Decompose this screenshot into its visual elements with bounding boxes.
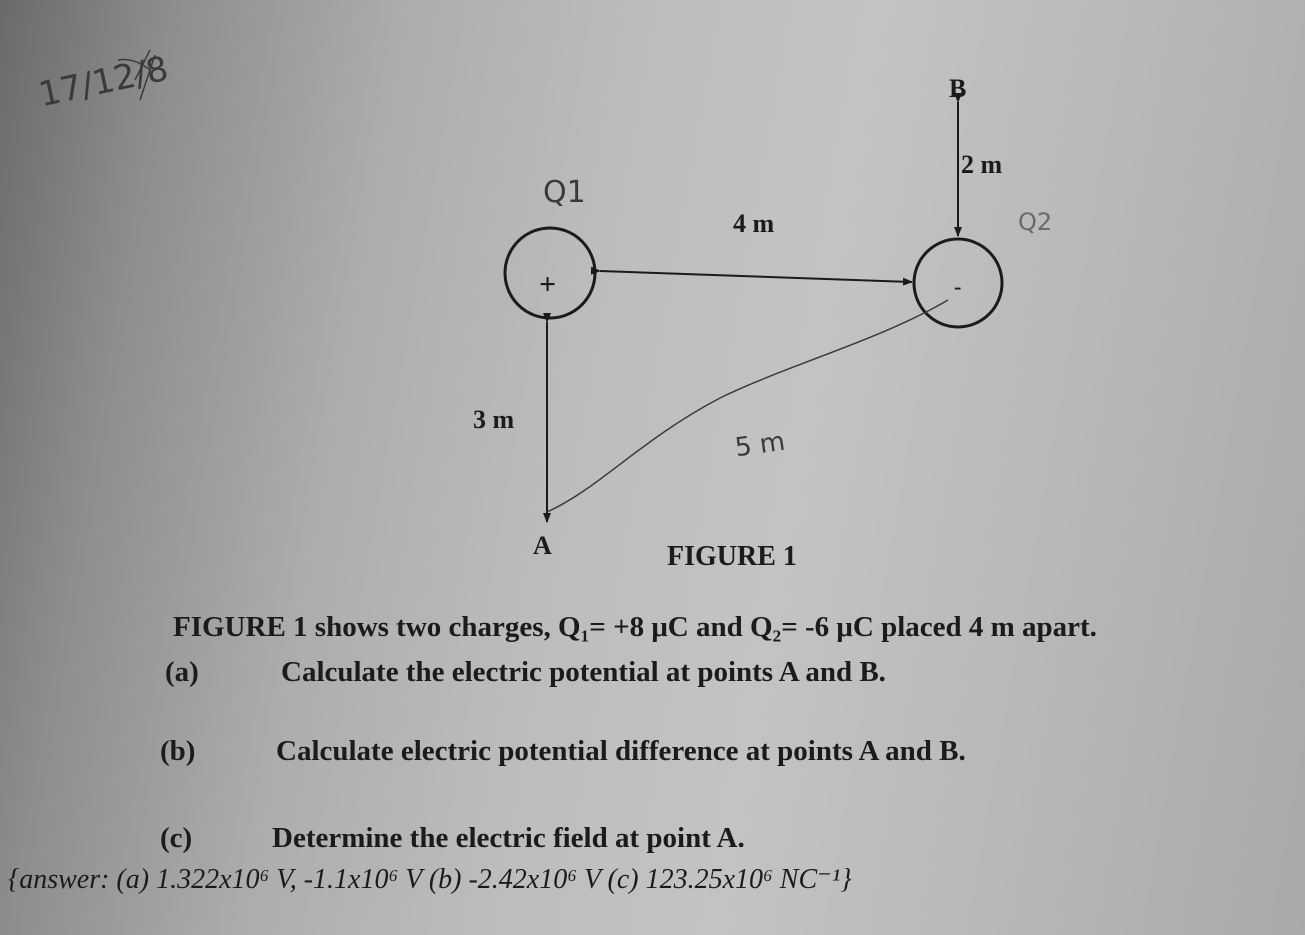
charge-q2-sign: - xyxy=(954,274,962,299)
part-a-label: (a) xyxy=(165,656,199,688)
answer-prefix: {answer: (a) xyxy=(8,864,150,895)
corner-handwriting: 17/12/8 xyxy=(35,48,172,116)
label-4m: 4 m xyxy=(733,209,775,238)
handdrawn-diagonal-line xyxy=(547,300,948,512)
part-a-text: Calculate the electric potential at points A and B. xyxy=(281,656,886,688)
distance-4m-arrow xyxy=(600,271,912,282)
answer-line xyxy=(8,862,852,896)
figure-caption: FIGURE 1 xyxy=(667,541,797,572)
label-3m: 3 m xyxy=(473,405,515,434)
part-c-text: Determine the electric field at point A. xyxy=(272,822,745,854)
part-c-label: (c) xyxy=(160,822,193,854)
q2-handwriting: Q2 xyxy=(1018,208,1053,236)
part-b-text: Calculate electric potential difference at points A and B. xyxy=(276,735,966,767)
charge-q1-sign: + xyxy=(539,268,557,301)
answer-values: 1.322x10⁶ V, -1.1x10⁶ V (b) -2.42x10⁶ V (c) 123.25x10⁶ NC⁻¹} xyxy=(156,864,852,895)
question-intro: FIGURE 1 shows two charges, Q₁= +8 μC and Q₂= -6 μC placed 4 m apart. xyxy=(173,611,1097,643)
label-2m: 2 m xyxy=(961,150,1003,179)
label-point-b: B xyxy=(949,74,967,103)
q1-handwriting: Q1 xyxy=(543,175,586,210)
part-b-label: (b) xyxy=(160,735,196,767)
diagonal-handwriting: 5 m xyxy=(733,426,787,464)
label-point-a: A xyxy=(533,531,552,560)
